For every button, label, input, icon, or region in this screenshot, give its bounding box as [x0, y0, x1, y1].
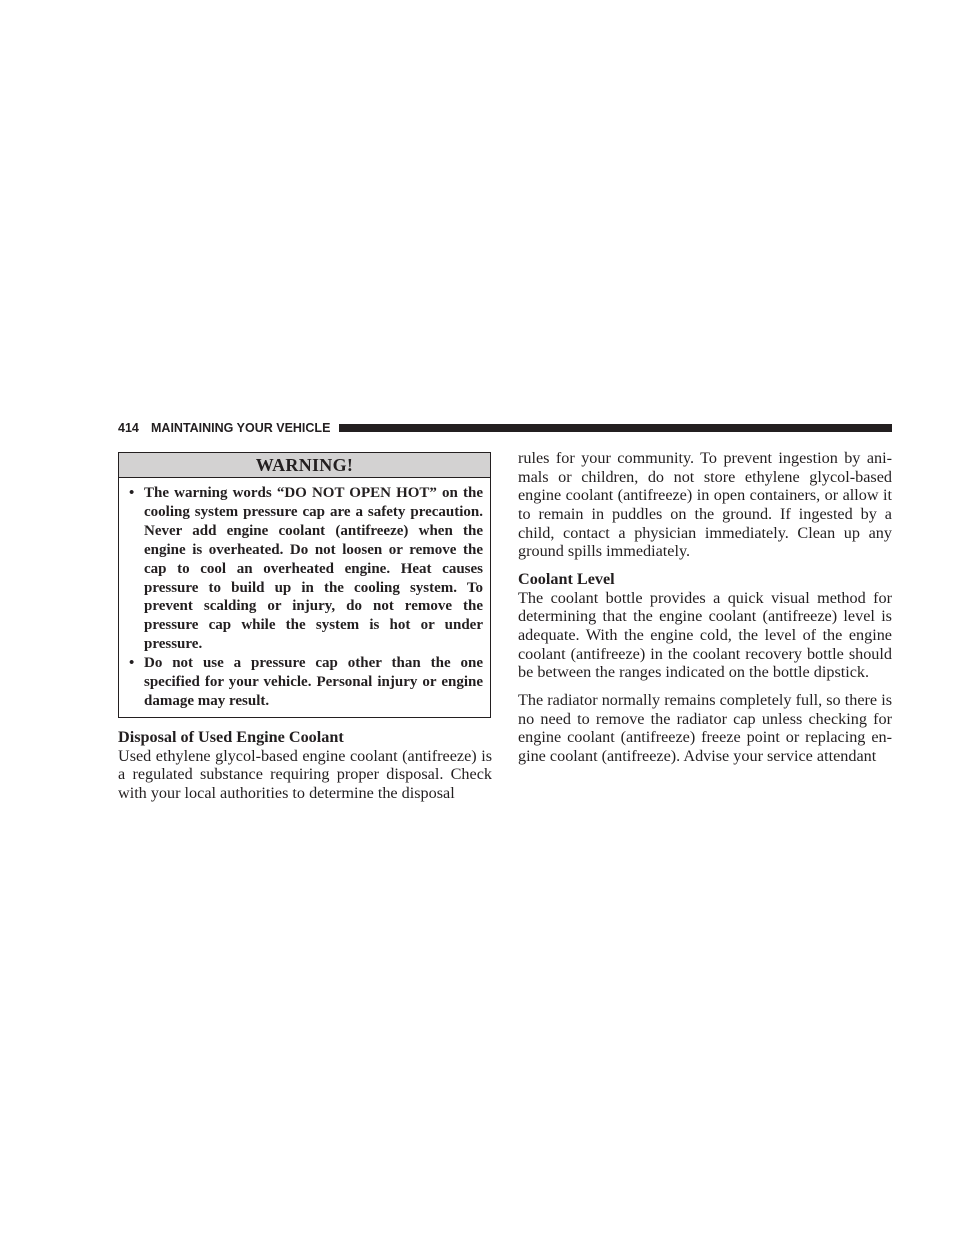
section-title: MAINTAINING YOUR VEHICLE: [151, 421, 331, 435]
disposal-text: Used ethylene glycol-based engine coolant (antifreeze) is a regulated substance requiring proper disposal. Check with your local authorities to determine the disposal: [118, 746, 492, 802]
coolant-level-paragraph-2: The radiator normally remains completely full, so there is no need to remove the radiator cap unless checking for engine coolant (antifreeze) freeze point or replacing engine coolant (antifreeze). Advise your service attendant: [518, 690, 892, 765]
warning-item-text: Do not use a pressure cap other than the one specified for your vehicle. Personal injury or engine damage may result.: [144, 655, 483, 709]
disposal-heading: Disposal of Used Engine Coolant: [118, 727, 344, 746]
header-rule: [339, 424, 892, 432]
bullet-icon: •: [129, 485, 135, 501]
page-header: [118, 420, 892, 436]
left-column: [118, 452, 492, 803]
warning-list: [119, 478, 490, 717]
coolant-level-paragraph-1: The coolant bottle provides a quick visual method for determining that the engine coolant (antifreeze) level is adequate. With the engine cold, the level of the engine coolant (antifreeze) in the coolant recovery bottle should be between the ranges indicated on the bottle dipstick.: [518, 588, 892, 682]
coolant-level-heading: Coolant Level: [518, 569, 615, 588]
disposal-text-continued: rules for your community. To prevent ingestion by animals or children, do not store ethylene glycol-based engine coolant (antifreeze) in open containers, or allow it to remain in puddles on the ground. If ingested by a child, contact a physician immediately. Clean up any ground spills immediately.: [518, 449, 892, 561]
page-number: 414: [118, 421, 139, 435]
warning-item-text: The warning words “DO NOT OPEN HOT” on the cooling system pressure cap are a safety precaution. Never add engine coolant (antifreeze) when the engine is overheated. Do not loosen or remove the cap to cool an overheated engine. Heat causes pressure to build up in the cooling system. To prevent scalding or injury, do not remove the pressure cap while the system is hot or under pressure.: [144, 485, 483, 653]
warning-box: [118, 452, 491, 718]
right-column: [518, 449, 892, 766]
warning-item: [129, 654, 483, 711]
warning-item: [129, 484, 483, 654]
warning-title: WARNING!: [119, 453, 490, 478]
bullet-icon: •: [129, 655, 135, 672]
